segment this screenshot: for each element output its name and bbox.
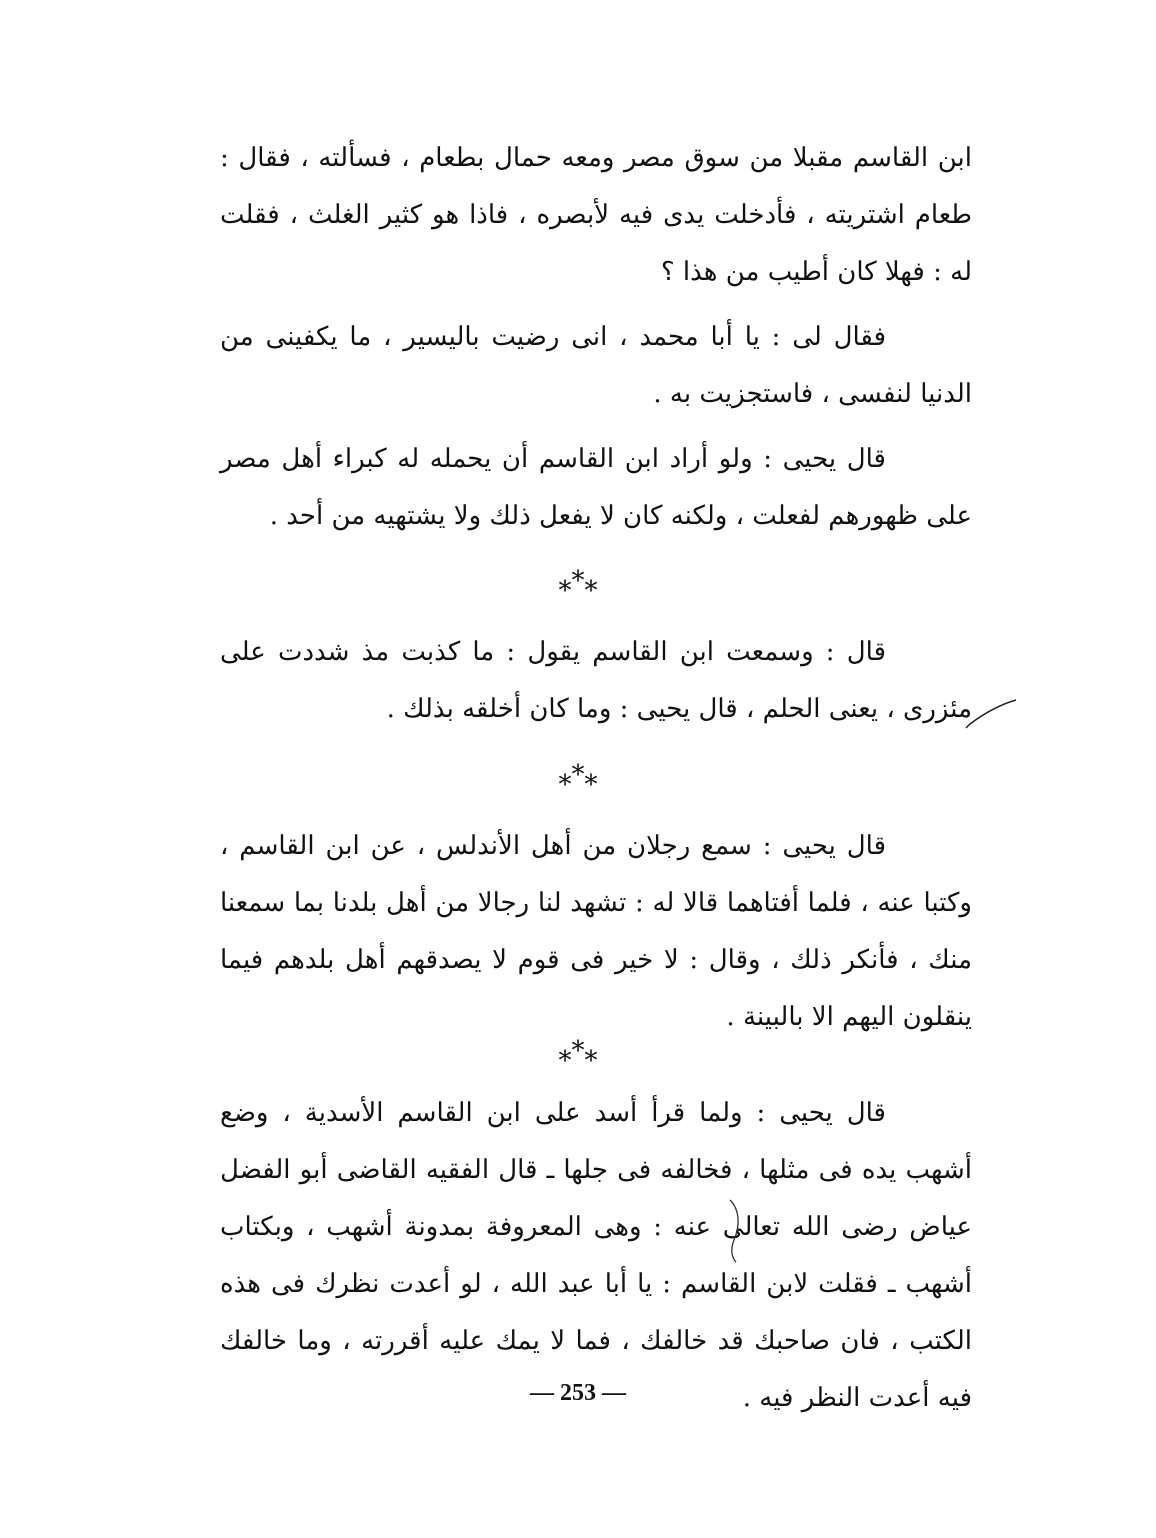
paragraph-5: قال يحيى : سمع رجلان من أهل الأندلس ، عن ابن القاسم ، وكتبا عنه ، فلما أفتاهما قالا له : تشهد لنا رجالا من أهل بلدنا بما سمعنا منك ، فأنكر ذلك ، وقال : لا خير فى قوم لا يصدقهم أهل بلدهم فيما ينقلون اليهم الا بالبينة . <box>220 831 972 1032</box>
separator-star: * <box>571 566 585 596</box>
paragraph-1: ابن القاسم مقبلا من سوق مصر ومعه حمال بطعام ، فسألته ، فقال : طعام اشتريته ، فأدخلت يدى فيه لأبصره ، فاذا هو كثير الغلث ، فقلت له : فهلا كان أطيب من هذا ؟ <box>220 143 972 287</box>
separator-star: * <box>571 1036 585 1066</box>
inline-pen-mark-icon <box>726 1196 746 1266</box>
separator-star: * <box>584 1046 598 1076</box>
paragraph-block-2 <box>220 309 972 423</box>
separator-star: * <box>558 1046 572 1076</box>
paragraph-block-5 <box>220 818 972 1046</box>
separator-star: * <box>584 770 598 800</box>
section-separator-1 <box>0 566 1156 606</box>
page-number: — 253 — <box>530 1380 626 1406</box>
section-separator-2 <box>0 760 1156 800</box>
section-separator-3 <box>0 1036 1156 1076</box>
margin-pen-mark-icon <box>962 694 1018 734</box>
paragraph-block-3 <box>220 431 972 545</box>
separator-star: * <box>584 576 598 606</box>
separator-star: * <box>558 576 572 606</box>
paragraph-6: قال يحيى : ولما قرأ أسد على ابن القاسم الأسدية ، وضع أشهب يده فى مثلها ، فخالفه فى جلها ـ قال الفقيه القاضى أبو الفضل عياض رضى الله تعالى عنه : وهى المعروفة بمدونة أشهب ، وبكتاب أشهب ـ فقلت لابن القاسم : يا أبا عبد الله ، لو أعدت نظرك فى هذه الكتب ، فان صاحبك قد خالفك ، فما لا يمك عليه أقررته ، وما خالفك فيه أعدت النظر فيه . <box>220 1098 972 1413</box>
paragraph-block-6 <box>220 1085 972 1427</box>
paragraph-2: فقال لى : يا أبا محمد ، انى رضيت باليسير ، ما يكفينى من الدنيا لنفسى ، فاستجزيت به . <box>220 322 972 409</box>
separator-star: * <box>571 760 585 790</box>
paragraph-block-4 <box>220 624 972 738</box>
paragraph-continuation <box>220 130 972 301</box>
paragraph-4: قال : وسمعت ابن القاسم يقول : ما كذبت مذ شددت على مئزرى ، يعنى الحلم ، قال يحيى : وما كان أخلقه بذلك . <box>220 637 972 724</box>
paragraph-3: قال يحيى : ولو أراد ابن القاسم أن يحمله له كبراء أهل مصر على ظهورهم لفعلت ، ولكنه كان لا يفعل ذلك ولا يشتهيه من أحد . <box>220 444 972 531</box>
separator-star: * <box>558 770 572 800</box>
